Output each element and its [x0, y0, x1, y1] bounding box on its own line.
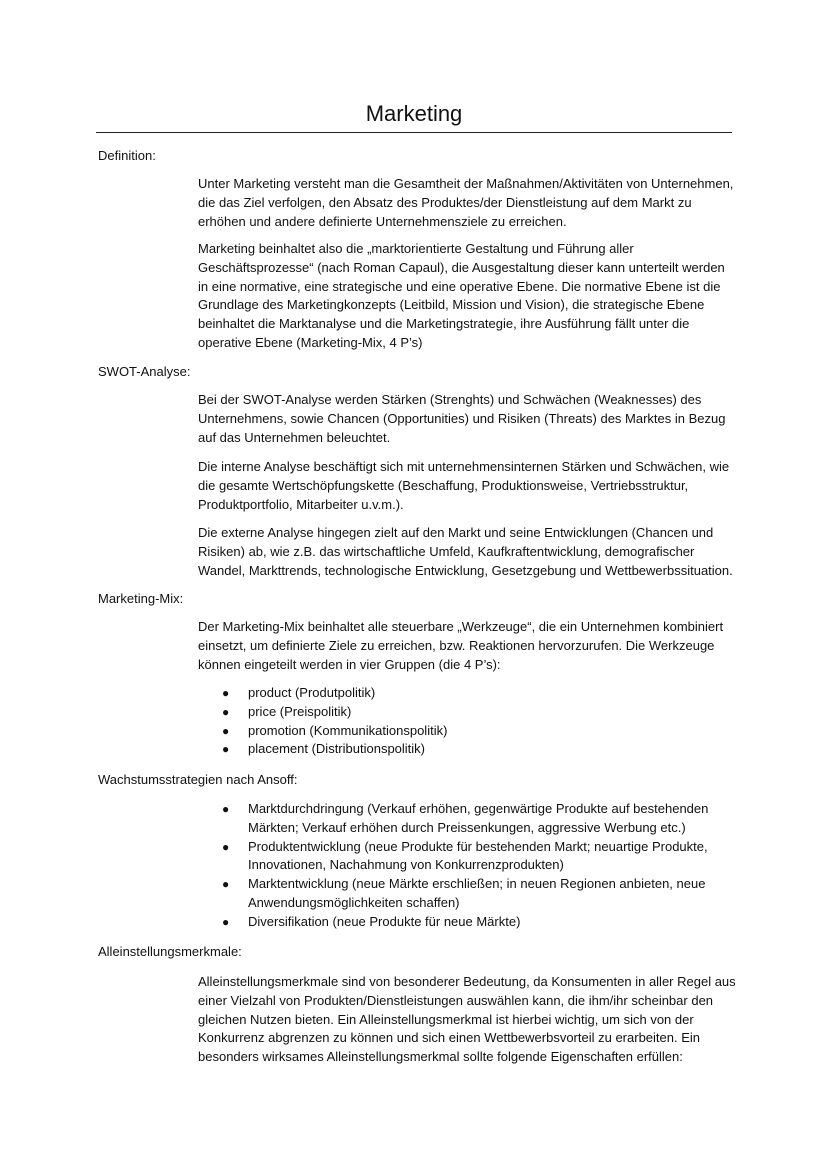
page-title: Marketing — [365, 101, 463, 126]
list-item: ● promotion (Kommunikationspolitik) — [198, 722, 738, 741]
heading-swot: SWOT-Analyse: — [98, 364, 191, 379]
ansoff-list — [198, 800, 738, 932]
swot-paragraph-3: Die externe Analyse hingegen zielt auf den Markt und seine Entwicklungen (Chancen und Risiken) ab, wie z.B. das wirtschaftliche Umfeld, Kaufkraftentwicklung, demografischer Wandel, Markttrends, technologische Entwicklung, Gesetzgebung und Wettbewerbssituation. — [198, 525, 733, 578]
bullet-icon: ● — [222, 686, 230, 700]
list-item: ● placement (Distributionspolitik) — [198, 740, 738, 759]
list-item: ● Diversifikation (neue Produkte für neue Märkte) — [198, 913, 738, 932]
heading-marketing-mix: Marketing-Mix: — [98, 591, 184, 606]
definition-paragraph-2: Marketing beinhaltet also die „marktorientierte Gestaltung und Führung aller Geschäftsprozesse“ (nach Roman Capaul), die Ausgestaltung dieser kann unterteilt werden in eine normative, eine strategische und eine operative Ebene. Die normative Ebene ist die Grundlage des Marketingkonzepts (Leitbild, Mission und Vision), die strategische Ebene beinhaltet die Marktanalyse und die Marketingstrategie, ihre Ausführung fällt unter die operative Ebene (Marketing-Mix, 4 P’s) — [198, 241, 725, 350]
list-item: ● product (Produtpolitik) — [198, 684, 738, 703]
list-item: ● Marktdurchdringung (Verkauf erhöhen, gegenwärtige Produkte auf bestehenden Märkten; Verkauf erhöhen durch Preissenkungen, aggressive Werbung etc.) — [222, 801, 709, 835]
heading-definition: Definition: — [98, 148, 156, 163]
title-divider — [96, 132, 732, 133]
list-item: ● Marktentwicklung (neue Märkte erschließen; in neuen Regionen anbieten, neue Anwendungsmöglichkeiten schaffen) — [222, 876, 706, 910]
bullet-icon: ● — [222, 877, 230, 892]
bullet-icon: ● — [222, 742, 230, 757]
bullet-icon: ● — [222, 704, 230, 719]
definition-paragraph-1: Unter Marketing versteht man die Gesamtheit der Maßnahmen/Aktivitäten von Unternehmen, die das Ziel verfolgen, den Absatz des Produktes/der Dienstleistung auf dem Markt zu erhöhen und andere definierte Unternehmensziele zu erreichen. — [198, 176, 734, 229]
heading-ansoff: Wachstumsstrategien nach Ansoff: — [98, 772, 298, 787]
bullet-icon: ● — [222, 802, 230, 816]
marketing-mix-list — [198, 684, 738, 759]
bullet-icon: ● — [222, 914, 230, 929]
list-item: ● Produktentwicklung (neue Produkte für bestehenden Markt; neuartige Produkte, Innovationen, Nachahmung von Konkurrenzprodukten) — [222, 838, 708, 873]
swot-paragraph-1: Bei der SWOT-Analyse werden Stärken (Strenghts) und Schwächen (Weaknesses) des Unternehmens, sowie Chancen (Opportunities) und Risiken (Threats) des Marktes in Bezug auf das Unternehmen beleuchtet. — [198, 392, 726, 445]
bullet-icon: ● — [222, 839, 230, 854]
marketing-mix-paragraph: Der Marketing-Mix beinhaltet alle steuerbare „Werkzeuge“, die ein Unternehmen kombiniert einsetzt, um definierte Ziele zu erreichen, bzw. Reaktionen hervorzurufen. Die Werkzeuge können eingeteilt werden in vier Gruppen (die 4 P’s): — [198, 619, 724, 672]
bullet-icon: ● — [222, 723, 230, 738]
usp-paragraph: Alleinstellungsmerkmale sind von besonderer Bedeutung, da Konsumenten in aller Regel aus einer Vielzahl von Produkten/Dienstleistungen auswählen kann, die ihm/ihr scheinbar den gleichen Nutzen bieten. Ein Alleinstellungsmerkmal ist hierbei wichtig, um sich von der Konkurrenz abgrenzen zu können und sich einen Wettbewerbsvorteil zu erarbeiten. Ein besonders wirksames Alleinstellungsmerkmal sollte folgende Eigenschaften erfüllen: — [198, 974, 736, 1065]
swot-paragraph-2: Die interne Analyse beschäftigt sich mit unternehmensinternen Stärken und Schwächen, wie die gesamte Wertschöpfungskette (Beschaffung, Produktionsweise, Vertriebsstruktur, Produktportfolio, Mitarbeiter u.v.m.). — [198, 459, 730, 512]
list-item: ● price (Preispolitik) — [198, 703, 738, 722]
heading-usp: Alleinstellungsmerkmale: — [98, 944, 242, 959]
